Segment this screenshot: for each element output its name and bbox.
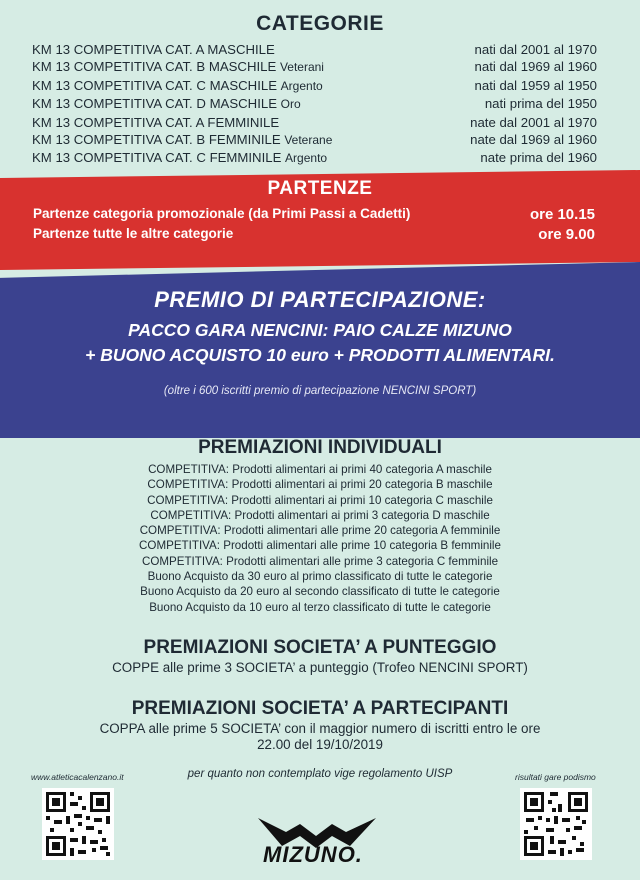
premio-title: PREMIO DI PARTECIPAZIONE: bbox=[154, 287, 486, 312]
punteggio-title: PREMIAZIONI SOCIETA’ A PUNTEGGIO bbox=[143, 637, 497, 658]
partenze-label: Partenze tutte le altre categorie bbox=[33, 226, 234, 241]
categorie-list bbox=[32, 41, 597, 168]
categoria-sub: Veterane bbox=[284, 133, 333, 148]
premio-line-1: PACCO GARA NENCINI: PAIO CALZE MIZUNO bbox=[128, 320, 512, 340]
partecipanti-line-1: COPPA alle prime 5 SOCIETA’ con il maggior numero di iscritti entro le ore bbox=[99, 721, 541, 736]
list-item: COMPETITIVA: Prodotti alimentari ai primi 3 categoria D maschile bbox=[150, 508, 490, 522]
categoria-range: nati dal 1969 al 1960 bbox=[474, 59, 597, 75]
mizuno-logo-text: MIZUNO. bbox=[263, 842, 363, 867]
list-item: Buono Acquisto da 20 euro al secondo classificato di tutte le categorie bbox=[140, 585, 500, 599]
partenze-time: ore 9.00 bbox=[538, 226, 595, 243]
punteggio-text: COPPE alle prime 3 SOCIETA’ a punteggio (Trofeo NENCINI SPORT) bbox=[112, 660, 528, 675]
qr-code-left[interactable] bbox=[42, 788, 114, 860]
categoria-row bbox=[32, 95, 597, 113]
categoria-name: KM 13 COMPETITIVA CAT. A FEMMINILE bbox=[32, 114, 280, 130]
categoria-row bbox=[32, 114, 597, 131]
categoria-sub: Oro bbox=[280, 97, 301, 112]
categoria-name: KM 13 COMPETITIVA CAT. C FEMMINILE bbox=[32, 150, 282, 166]
categoria-sub: Veterani bbox=[279, 60, 324, 75]
categorie-title: CATEGORIE bbox=[256, 12, 384, 35]
categoria-name: KM 13 COMPETITIVA CAT. B MASCHILE bbox=[32, 59, 277, 75]
partecipanti-title: PREMIAZIONI SOCIETA’ A PARTECIPANTI bbox=[131, 698, 509, 719]
list-item: Buono Acquisto da 30 euro al primo classificato di tutte le categorie bbox=[147, 570, 493, 584]
categoria-row bbox=[32, 58, 597, 76]
website-link[interactable]: www.atleticacalenzano.it bbox=[31, 772, 124, 782]
categoria-range: nati prima del 1950 bbox=[484, 96, 597, 112]
categoria-name: KM 13 COMPETITIVA CAT. B FEMMINILE bbox=[32, 132, 281, 148]
premio-line-2: + BUONO ACQUISTO 10 euro + PRODOTTI ALIMENTARI. bbox=[85, 345, 555, 365]
list-item: COMPETITIVA: Prodotti alimentari ai primi 10 categoria C maschile bbox=[147, 493, 493, 507]
categoria-range: nate prima del 1960 bbox=[480, 150, 597, 166]
categoria-sub: Argento bbox=[280, 78, 323, 93]
partenze-label: Partenze categoria promozionale (da Primi Passi a Cadetti) bbox=[33, 206, 411, 221]
individuali-title: PREMIAZIONI INDIVIDUALI bbox=[198, 437, 442, 458]
list-item: COMPETITIVA: Prodotti alimentari alle prime 10 categoria B femminile bbox=[139, 539, 501, 553]
categoria-row bbox=[32, 41, 597, 58]
partenze-time: ore 10.15 bbox=[529, 206, 595, 223]
categoria-range: nate dal 1969 al 1960 bbox=[470, 132, 597, 148]
categoria-name: KM 13 COMPETITIVA CAT. C MASCHILE bbox=[32, 77, 277, 93]
individuali-list bbox=[0, 462, 640, 615]
premio-note: (oltre i 600 iscritti premio di partecipazione NENCINI SPORT) bbox=[163, 385, 477, 397]
qr-code-right[interactable] bbox=[520, 788, 592, 860]
categoria-row bbox=[32, 131, 597, 149]
categoria-name: KM 13 COMPETITIVA CAT. D MASCHILE bbox=[32, 96, 277, 112]
list-item: Buono Acquisto da 10 euro al terzo classificato di tutte le categorie bbox=[149, 600, 491, 614]
list-item: COMPETITIVA: Prodotti alimentari alle prime 3 categoria C femminile bbox=[141, 554, 499, 568]
categoria-range: nati dal 1959 al 1950 bbox=[474, 77, 597, 93]
categoria-sub: Argento bbox=[285, 151, 328, 166]
categoria-range: nate dal 2001 al 1970 bbox=[470, 114, 597, 130]
categoria-row bbox=[32, 77, 597, 95]
list-item: COMPETITIVA: Prodotti alimentari alle prime 20 categoria A femminile bbox=[139, 524, 501, 538]
partecipanti-line-2: 22.00 del 19/10/2019 bbox=[257, 737, 383, 752]
partenze-title: PARTENZE bbox=[267, 178, 373, 199]
list-item: COMPETITIVA: Prodotti alimentari ai primi 20 categoria B maschile bbox=[147, 478, 493, 492]
categoria-row bbox=[32, 149, 597, 167]
regolamento-note: per quanto non contemplato vige regolamento UISP bbox=[187, 768, 453, 780]
partenze-row bbox=[33, 226, 595, 243]
categoria-name: KM 13 COMPETITIVA CAT. A MASCHILE bbox=[32, 42, 275, 57]
categoria-range: nati dal 2001 al 1970 bbox=[474, 42, 597, 57]
risultati-label: risultati gare podismo bbox=[515, 772, 596, 782]
list-item: COMPETITIVA: Prodotti alimentari ai primi 40 categoria A maschile bbox=[148, 463, 492, 476]
partenze-row bbox=[33, 206, 595, 223]
